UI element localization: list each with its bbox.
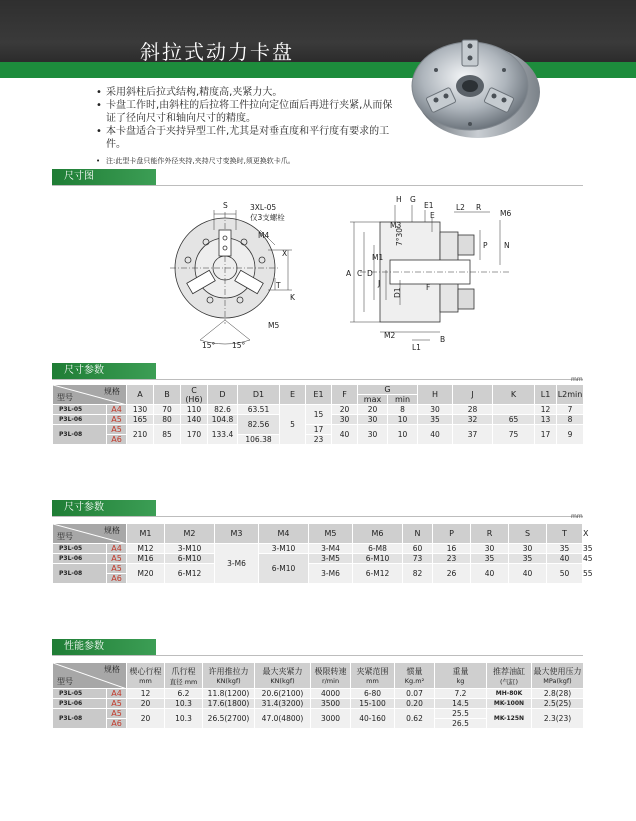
cell: 85: [154, 425, 181, 445]
col-header-plunger-stroke: [127, 663, 165, 689]
col-header-D1: D1: [238, 385, 280, 405]
header-bottom: Kg.m²: [404, 677, 425, 685]
cell: 3-M10: [259, 544, 309, 554]
label-M6: M6: [500, 209, 512, 218]
col-header-J: J: [453, 385, 493, 405]
header-bottom: KN(kgf): [270, 677, 295, 685]
header-bottom: MPa(kgf): [543, 677, 572, 685]
cell: 6.2: [165, 689, 203, 699]
sub-cell: A5: [107, 425, 127, 435]
header-bottom: KN(kgf): [216, 677, 241, 685]
cell: 47.0(4800): [255, 709, 311, 729]
cell: 40: [547, 554, 583, 564]
header-top: 推荐油缸: [493, 666, 525, 676]
cell: 82: [403, 564, 433, 584]
col-header-M1: M1: [127, 524, 165, 544]
cell: 35: [471, 554, 509, 564]
col-header-H: H: [418, 385, 453, 405]
label-M1: M1: [372, 253, 384, 262]
header-top: 惯量: [406, 667, 423, 676]
cell: 30: [471, 544, 509, 554]
cell: 35: [418, 415, 453, 425]
col-header-D: D: [208, 385, 238, 405]
table-row: [53, 699, 584, 709]
col-header-grip-force: [255, 663, 311, 689]
col-header-C-main: C: [191, 385, 197, 395]
unit-label: mm: [571, 513, 583, 520]
cell: 17.6(1800): [203, 699, 255, 709]
col-header-max-pressure: [532, 663, 584, 689]
label-S: S: [223, 201, 228, 210]
cell: 6-M8: [353, 544, 403, 554]
cell: 104.8: [208, 415, 238, 425]
cell: 37: [453, 425, 493, 445]
table-corner: [53, 663, 127, 689]
sub-cell: A5: [107, 415, 127, 425]
cell: 6-M12: [165, 564, 215, 584]
bullet-2: • 卡盘工作时,由斜柱的后拉将工件拉向定位面后再进行夹紧,从而保证了径向尺寸和轴向尺寸的精度。: [96, 99, 396, 125]
label-T: T: [276, 281, 281, 290]
label-E1: E1: [424, 201, 434, 210]
label-angle-right: 15°: [232, 341, 246, 350]
label-A: A: [346, 269, 352, 278]
col-header-A: A: [127, 385, 154, 405]
cell: 82.56: [238, 415, 280, 435]
section-divider: [52, 185, 583, 186]
header-top: 夹紧范围: [356, 667, 389, 676]
cell: 3-M4: [309, 544, 353, 554]
cell: 26: [433, 564, 471, 584]
cell: 40: [418, 425, 453, 445]
col-header-R: R: [471, 524, 509, 544]
dimension-table-1: [52, 384, 584, 445]
cell: 106.38: [238, 435, 280, 445]
header-top: 许用推拉力: [208, 667, 249, 676]
col-header-P: P: [433, 524, 471, 544]
cell: 20: [127, 709, 165, 729]
cell: 26.5(2700): [203, 709, 255, 729]
cell: 3-M6: [215, 544, 259, 584]
label-M2: M2: [384, 331, 396, 340]
col-header-M6: M6: [353, 524, 403, 544]
col-header-M2: M2: [165, 524, 215, 544]
cell: 20.6(2100): [255, 689, 311, 699]
cell: 7: [557, 405, 584, 415]
cell: 30: [332, 415, 358, 425]
section-tab-dims-2: 尺寸参数: [52, 500, 156, 516]
sub-cell: A6: [107, 719, 127, 729]
label-L2: L2: [456, 203, 465, 212]
cell: M20: [127, 564, 165, 584]
cell: 31.4(3200): [255, 699, 311, 709]
sub-cell: A5: [107, 699, 127, 709]
section-divider: [52, 379, 583, 380]
col-header-G: G: [358, 385, 418, 395]
label-P: P: [483, 241, 488, 250]
cell: 45: [583, 554, 593, 563]
model-cell: P3L-06: [53, 699, 107, 709]
bullet-note: • 注:此型卡盘只能作外径夹持,夹持尺寸变换时,须更换软卡爪。: [96, 155, 396, 168]
cell: 2.5(25): [532, 699, 584, 709]
cell: 80: [154, 415, 181, 425]
col-header-grip-range: [351, 663, 395, 689]
col-header-G-max: max: [358, 395, 388, 405]
cell: 20: [332, 405, 358, 415]
cell: 17: [535, 425, 557, 445]
cell: 40: [509, 564, 547, 584]
cell: 9: [557, 425, 584, 445]
col-header-S: S: [509, 524, 547, 544]
header-top: 最大夹紧力: [262, 667, 303, 676]
col-header-jaw-stroke: [165, 663, 203, 689]
cell: 10: [388, 425, 418, 445]
corner-spec-label: 规格: [104, 526, 120, 535]
model-cell: P3L-06: [53, 415, 107, 425]
label-E: E: [430, 211, 435, 220]
table-corner: [53, 385, 127, 405]
sub-cell: A4: [107, 544, 127, 554]
sub-cell: A5: [107, 709, 127, 719]
cell: 25.5: [435, 709, 487, 719]
side-view: [350, 205, 510, 340]
cell: 6-M10: [259, 554, 309, 584]
model-cell: P3L-08: [53, 425, 107, 445]
cell: 65: [493, 415, 535, 425]
cell: 28: [453, 405, 493, 415]
sub-cell: A5: [107, 564, 127, 574]
cell: 13: [535, 415, 557, 425]
header-bottom: (气缸): [499, 677, 519, 686]
cell: 3-M5: [309, 554, 353, 564]
label-M5: M5: [268, 321, 280, 330]
cell: 17: [306, 425, 332, 435]
label-H: H: [396, 195, 402, 204]
chuck-product-image: [406, 30, 542, 142]
cell: 15: [306, 405, 332, 425]
cell: 40-160: [351, 709, 395, 729]
cell: 133.4: [208, 425, 238, 445]
col-header-T: T: [547, 524, 583, 544]
label-bolt-spec: 3XL-05: [250, 203, 277, 212]
cell: 4000: [311, 689, 351, 699]
cell: 23: [433, 554, 471, 564]
model-cell: P3L-08: [53, 709, 107, 729]
col-header-M4: M4: [259, 524, 309, 544]
label-R: R: [476, 203, 482, 212]
cell: 3-M10: [165, 544, 215, 554]
cell: 210: [127, 425, 154, 445]
col-header-N: N: [403, 524, 433, 544]
table-row: [53, 425, 584, 435]
cell: 6-M10: [353, 554, 403, 564]
header-top: 极限转速: [314, 667, 347, 676]
sub-cell: A6: [107, 574, 127, 584]
header-bottom: 直径 mm: [169, 677, 198, 686]
col-header-M5: M5: [309, 524, 353, 544]
header-top: 最大使用压力: [533, 667, 582, 676]
col-header-draw-force: [203, 663, 255, 689]
cell: 60: [403, 544, 433, 554]
cell: 10.3: [165, 709, 203, 729]
sub-cell: A4: [107, 689, 127, 699]
label-J: J: [378, 279, 381, 288]
cell: M16: [127, 554, 165, 564]
col-header-G-min: min: [388, 395, 418, 405]
col-header-F: F: [332, 385, 358, 405]
cell: 3500: [311, 699, 351, 709]
label-bolt-note: 仅3支螺栓: [250, 213, 285, 222]
cell: 30: [358, 425, 388, 445]
cell: 3-M6: [309, 564, 353, 584]
section-tab-drawing: 尺寸图: [52, 169, 156, 185]
cell: 16: [433, 544, 471, 554]
col-header-B: B: [154, 385, 181, 405]
section-divider: [52, 655, 583, 656]
col-header-K: K: [493, 385, 535, 405]
col-header-L1: L1: [535, 385, 557, 405]
cell: 73: [403, 554, 433, 564]
cell: 110: [181, 405, 208, 415]
corner-model-label: 型号: [57, 677, 73, 686]
cell: 130: [127, 405, 154, 415]
cell: 55: [583, 564, 584, 584]
label-angle-left: 15°: [202, 341, 216, 350]
dimension-table-2: [52, 523, 593, 584]
cell: 35: [547, 544, 583, 554]
cell: 10: [388, 415, 418, 425]
cell: 140: [181, 415, 208, 425]
cell: 75: [493, 425, 535, 445]
col-header-E: E: [280, 385, 306, 405]
performance-table: [52, 662, 584, 729]
label-F: F: [426, 283, 431, 292]
unit-label: mm: [571, 376, 583, 383]
cell: 2.3(23): [532, 709, 584, 729]
cell: 20: [127, 699, 165, 709]
page-title: 斜拉式动力卡盘: [140, 40, 294, 64]
header-top: 爪行程: [171, 666, 196, 676]
cell: 165: [127, 415, 154, 425]
col-header-weight: [435, 663, 487, 689]
header-bottom: mm: [366, 677, 379, 685]
cell: 6-M10: [165, 554, 215, 564]
cell: 12: [127, 689, 165, 699]
table-row: [53, 689, 584, 699]
cell: 12: [535, 405, 557, 415]
bullet-3: • 本卡盘适合于夹持异型工件,尤其是对垂直度和平行度有要求的工件。: [96, 125, 396, 151]
cell: 35: [509, 554, 547, 564]
intro-bullets: [96, 86, 396, 168]
label-angle-7-30: 7°30': [395, 225, 404, 246]
cell: 82.6: [208, 405, 238, 415]
label-C: C: [357, 269, 363, 278]
dimension-drawing: [150, 190, 540, 355]
header-top: 重量: [452, 667, 469, 676]
sub-cell: A4: [107, 405, 127, 415]
cell: 0.07: [395, 689, 435, 699]
corner-model-label: 型号: [57, 393, 73, 402]
label-K: K: [290, 293, 295, 302]
corner-model-label: 型号: [57, 532, 73, 541]
cell: 20: [358, 405, 388, 415]
col-header-M3: M3: [215, 524, 259, 544]
model-cell: P3L-08: [53, 564, 107, 584]
header-top: 楔心行程: [129, 667, 162, 676]
cell: 5: [280, 405, 306, 445]
header-bottom: r/min: [321, 677, 340, 685]
cell: 11.8(1200): [203, 689, 255, 699]
label-L1: L1: [412, 343, 421, 352]
cell: 30: [358, 415, 388, 425]
cell: 40: [471, 564, 509, 584]
table-row: [53, 554, 584, 564]
col-header-X: X: [583, 524, 584, 544]
col-header-max-speed: [311, 663, 351, 689]
cell: 32: [453, 415, 493, 425]
cell: 63.51: [238, 405, 280, 415]
sub-cell: A6: [107, 435, 127, 445]
cell: 0.62: [395, 709, 435, 729]
cell: 30: [418, 405, 453, 415]
cell: 15-100: [351, 699, 395, 709]
cell: 6-M12: [353, 564, 403, 584]
cell: 8: [557, 415, 584, 425]
cell: 23: [306, 435, 332, 445]
cell: 50: [547, 564, 583, 584]
header-bottom: kg: [456, 677, 465, 685]
col-header-cylinder: [487, 663, 532, 689]
header-bottom: mm: [139, 677, 152, 685]
cell: 30: [509, 544, 547, 554]
col-header-C-sub: (H6): [185, 394, 203, 404]
model-cell: P3L-05: [53, 544, 107, 554]
label-M3: M3: [390, 221, 402, 230]
label-B: B: [440, 335, 446, 344]
cell: 35: [583, 544, 593, 553]
col-header-L2min: L2min: [557, 385, 584, 405]
corner-spec-label: 规格: [104, 665, 120, 674]
cell: 170: [181, 425, 208, 445]
label-D: D: [367, 269, 373, 278]
col-header-E1: E1: [306, 385, 332, 405]
cell: 10.3: [165, 699, 203, 709]
label-X: X: [282, 249, 288, 258]
cell: 7.2: [435, 689, 487, 699]
label-G: G: [410, 195, 416, 204]
table-row: [53, 564, 584, 574]
cell: 3000: [311, 709, 351, 729]
cell: 6-80: [351, 689, 395, 699]
section-tab-dims-1: 尺寸参数: [52, 363, 156, 379]
cell: 0.20: [395, 699, 435, 709]
section-tab-performance: 性能参数: [52, 639, 156, 655]
table-row: [53, 405, 584, 415]
cell: 70: [154, 405, 181, 415]
section-divider: [52, 516, 583, 517]
bullet-1: • 采用斜柱后拉式结构,精度高,夹紧力大。: [96, 86, 396, 99]
sub-cell: A5: [107, 554, 127, 564]
corner-spec-label: 规格: [104, 387, 120, 396]
col-header-C: [181, 385, 208, 405]
table-corner: [53, 524, 127, 544]
cell: 2.8(28): [532, 689, 584, 699]
model-cell: P3L-05: [53, 689, 107, 699]
cell: MK-100N: [487, 699, 532, 709]
model-cell: P3L-05: [53, 405, 107, 415]
label-D1: D1: [393, 287, 402, 298]
cell: 40: [332, 425, 358, 445]
cell: [493, 405, 535, 415]
cell: M12: [127, 544, 165, 554]
label-M4: M4: [258, 231, 270, 240]
label-N: N: [504, 241, 510, 250]
cell: MK-125N: [487, 709, 532, 729]
table-row: [53, 709, 584, 719]
model-cell: P3L-06: [53, 554, 107, 564]
cell: 8: [388, 405, 418, 415]
cell: 14.5: [435, 699, 487, 709]
col-header-inertia: [395, 663, 435, 689]
cell: 26.5: [435, 719, 487, 729]
table-row: [53, 544, 584, 554]
cell: MH-80K: [487, 689, 532, 699]
